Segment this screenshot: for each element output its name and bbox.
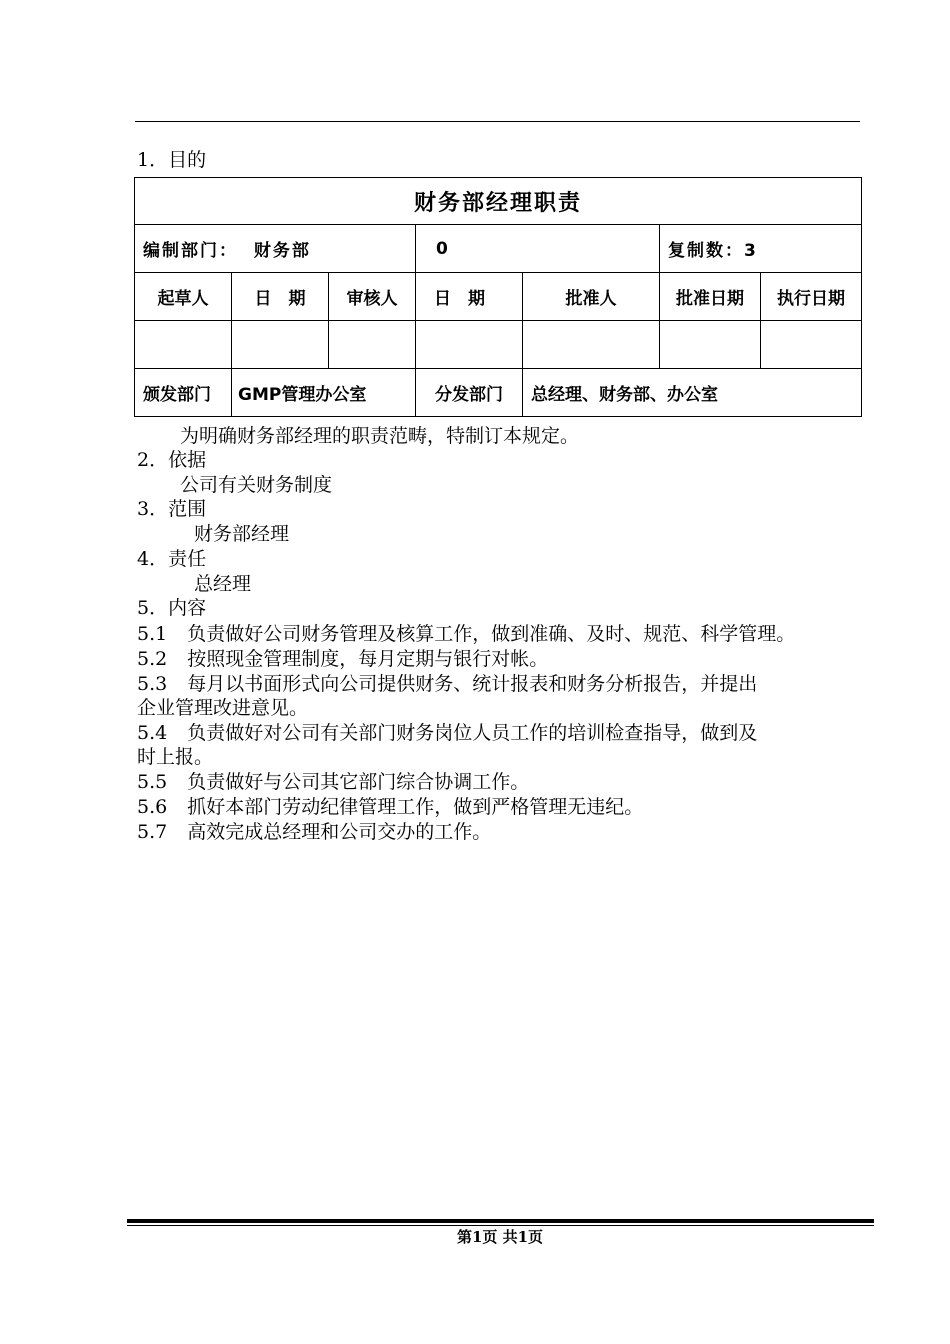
draft-date-value — [232, 321, 329, 369]
review-date-value — [416, 321, 523, 369]
section-2-title: 依据 — [168, 449, 207, 471]
section-5-number: 5． — [137, 597, 169, 619]
header-approver: 批准人 — [523, 273, 660, 321]
section-2-text: 公司有关财务制度 — [180, 474, 333, 496]
item-number: 5.3 — [137, 673, 168, 695]
drafter-value — [135, 321, 232, 369]
issue-department-value: GMP管理办公室 — [232, 369, 416, 417]
header-draft-date: 日 期 — [232, 273, 329, 321]
section-5-title: 内容 — [168, 597, 207, 619]
copies-label: 复制数： — [668, 241, 744, 261]
header-reviewer: 审核人 — [329, 273, 416, 321]
item-text: 高效完成总经理和公司交办的工作。 — [187, 821, 492, 843]
section-2-heading — [137, 448, 206, 472]
section-1-number: 1． — [137, 149, 169, 171]
content-item-5-1 — [137, 622, 795, 646]
header-approval-date: 批准日期 — [660, 273, 761, 321]
item-number: 5.4 — [137, 722, 168, 744]
effective-date-value — [761, 321, 862, 369]
section-3-number: 3． — [137, 498, 169, 520]
section-4-text: 总经理 — [194, 573, 252, 595]
compiling-department-cell — [135, 225, 416, 273]
approval-date-value — [660, 321, 761, 369]
compiling-department-label: 编制部门： — [143, 241, 238, 261]
approver-value — [523, 321, 660, 369]
issue-department-label: 颁发部门 — [135, 369, 232, 417]
document-control-table — [134, 177, 862, 417]
item-number: 5.7 — [137, 821, 168, 843]
header-review-date: 日 期 — [416, 273, 523, 321]
page-number-footer: 第1页 共1页 — [456, 1228, 544, 1246]
section-1-heading — [137, 148, 206, 172]
document-title: 财务部经理职责 — [135, 178, 862, 225]
section-3-title: 范围 — [168, 498, 207, 520]
compiling-department-value: 财务部 — [253, 241, 311, 261]
distribution-department-value: 总经理、财务部、办公室 — [523, 369, 862, 417]
content-item-5-4-continuation: 时上报。 — [137, 746, 214, 768]
section-2-number: 2． — [137, 449, 169, 471]
item-text: 负责做好对公司有关部门财务岗位人员工作的培训检查指导，做到及 — [187, 722, 758, 744]
section-1-title: 目的 — [168, 149, 207, 171]
item-text: 负责做好与公司其它部门综合协调工作。 — [187, 771, 530, 793]
header-drafter: 起草人 — [135, 273, 232, 321]
copies-value: 3 — [744, 241, 756, 261]
purpose-text: 为明确财务部经理的职责范畴，特制订本规定。 — [180, 425, 580, 447]
content-item-5-3-continuation: 企业管理改进意见。 — [137, 697, 309, 719]
item-text: 按照现金管理制度，每月定期与银行对帐。 — [187, 648, 549, 670]
item-number: 5.2 — [137, 648, 168, 670]
section-3-heading — [137, 497, 206, 521]
section-4-heading — [137, 547, 206, 571]
content-item-5-4 — [137, 721, 757, 745]
footer-rule-thick — [127, 1219, 874, 1223]
copies-cell — [660, 225, 862, 273]
content-item-5-7 — [137, 820, 491, 844]
item-number: 5.6 — [137, 796, 168, 818]
content-item-5-6 — [137, 795, 643, 819]
content-item-5-3 — [137, 672, 757, 696]
section-4-number: 4． — [137, 548, 169, 570]
item-text: 负责做好公司财务管理及核算工作，做到准确、及时、规范、科学管理。 — [187, 623, 796, 645]
item-text: 抓好本部门劳动纪律管理工作，做到严格管理无违纪。 — [187, 796, 644, 818]
section-5-heading — [137, 596, 206, 620]
content-item-5-5 — [137, 770, 529, 794]
reviewer-value — [329, 321, 416, 369]
header-rule — [135, 121, 860, 122]
item-number: 5.5 — [137, 771, 168, 793]
header-effective-date: 执行日期 — [761, 273, 862, 321]
section-4-title: 责任 — [168, 548, 207, 570]
distribution-department-label: 分发部门 — [416, 369, 523, 417]
item-text: 每月以书面形式向公司提供财务、统计报表和财务分析报告，并提出 — [187, 673, 758, 695]
section-3-text: 财务部经理 — [194, 523, 290, 545]
item-number: 5.1 — [137, 623, 168, 645]
document-code-value: 0 — [416, 225, 660, 273]
content-item-5-2 — [137, 647, 548, 671]
